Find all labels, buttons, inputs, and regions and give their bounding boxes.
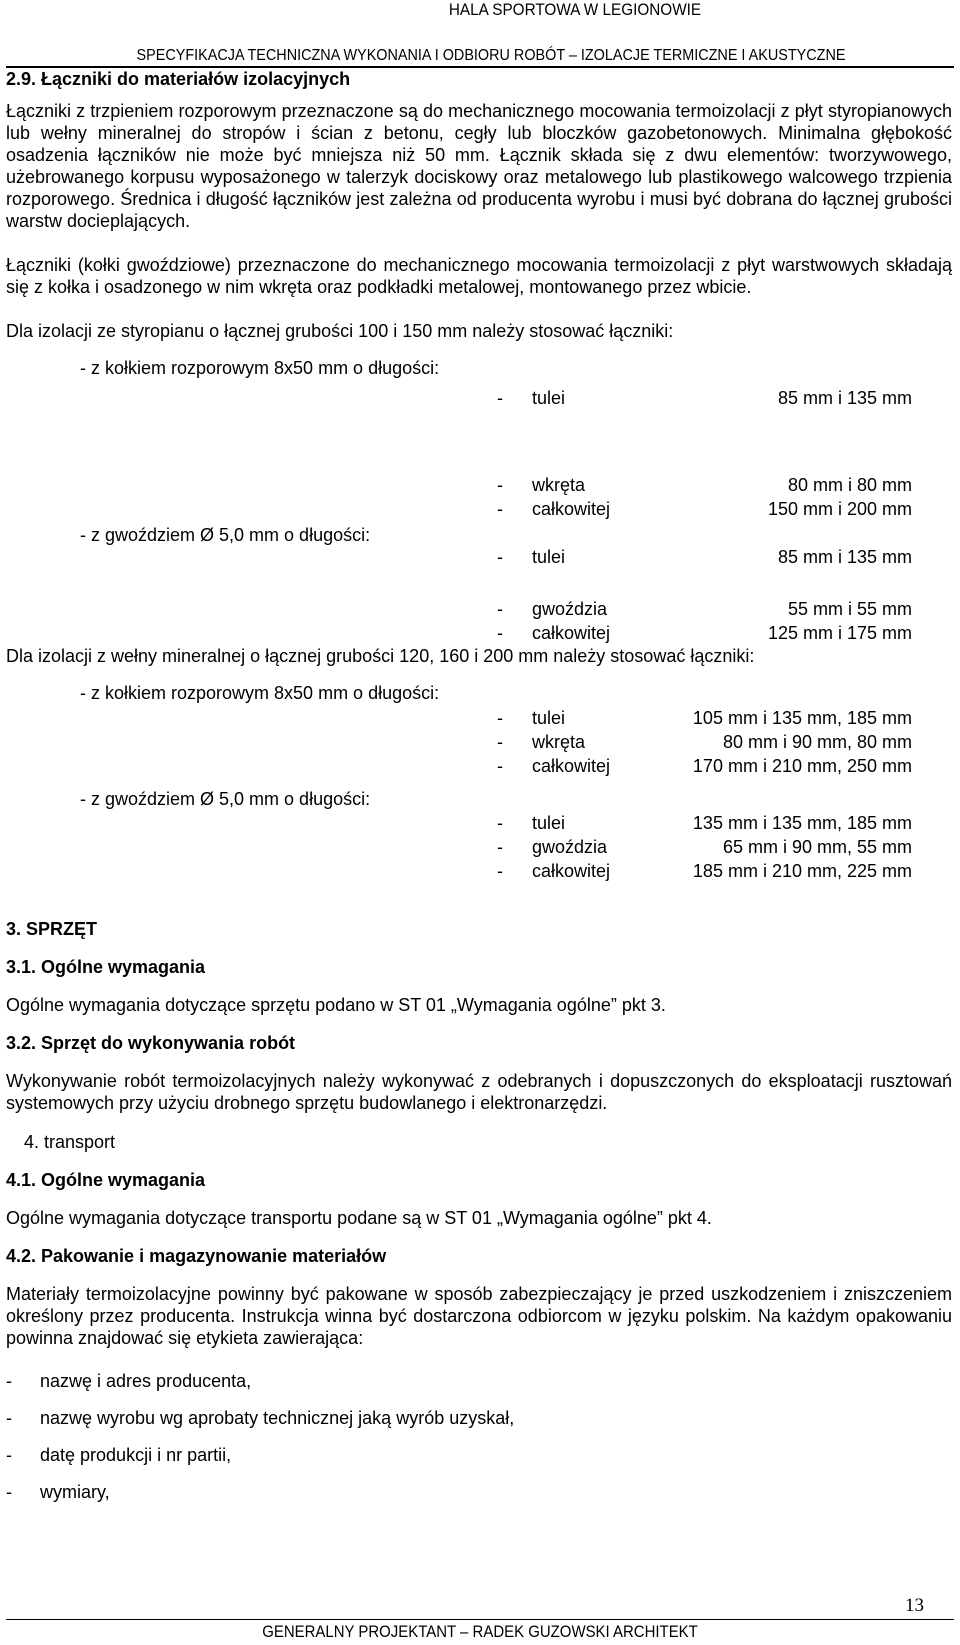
mineral-wool-intro: Dla izolacji z wełny mineralnej o łącznej grubości 120, 160 i 200 mm należy stosować łączniki: — [6, 646, 755, 666]
label-nail-dowel: - z gwoździem Ø 5,0 mm o długości: — [80, 789, 371, 809]
spec-dash: - — [497, 547, 503, 567]
spec-name: całkowitej — [532, 861, 611, 881]
spec-value: 80 mm i 80 mm — [787, 475, 912, 495]
page-number: 13 — [905, 1595, 924, 1616]
paragraph-4-2: Materiały termoizolacyjne powinny być pakowane w sposób zabezpieczający je przed uszkodzeniem i zniszczeniem określony przez producenta. Instrukcja winna być dostarczona odbiorcom w języku polskim. Na każdym opakowaniu powinna znajdować się etykieta zawierająca: — [6, 1284, 952, 1348]
spec-dash: - — [497, 623, 503, 643]
spec-name: całkowitej — [532, 499, 611, 519]
spec-dash: - — [497, 499, 503, 519]
list-dash: - — [6, 1482, 12, 1502]
spec-value: 185 mm i 210 mm, 225 mm — [692, 861, 912, 881]
list-dash: - — [6, 1408, 12, 1428]
spec-value: 105 mm i 135 mm, 185 mm — [692, 708, 912, 728]
subsection-heading-4-2: 4.2. Pakowanie i magazynowanie materiałów — [6, 1246, 387, 1266]
list-item-text: nazwę wyrobu wg aprobaty technicznej jaką wyrób uzyskał, — [40, 1408, 515, 1428]
styrofoam-intro: Dla izolacji ze styropianu o łącznej grubości 100 i 150 mm należy stosować łączniki: — [6, 321, 674, 341]
spec-value: 65 mm i 90 mm, 55 mm — [722, 837, 912, 857]
list-item-text: nazwę i adres producenta, — [40, 1371, 252, 1391]
section-heading-3: 3. SPRZĘT — [6, 919, 98, 939]
spec-value: 125 mm i 175 mm — [767, 623, 912, 643]
spec-name: tulei — [532, 547, 566, 567]
paragraph-4-1: Ogólne wymagania dotyczące transportu podane są w ST 01 „Wymagania ogólne” pkt 4. — [6, 1208, 712, 1228]
spec-dash: - — [497, 708, 503, 728]
spec-value: 85 mm i 135 mm — [777, 547, 912, 567]
running-header-title: HALA SPORTOWA W LEGIONOWIE — [448, 0, 702, 19]
paragraph-nail-anchors: Łączniki (kołki gwoździowe) przeznaczone do mechanicznego mocowania termoizolacji z płyt warstwowych składają się z kołka i osadzonego w nim wkręta oraz podkładki metalowej, montowanego przez wbicie. — [6, 255, 952, 297]
spec-name: wkręta — [532, 732, 586, 752]
label-nail-dowel: - z gwoździem Ø 5,0 mm o długości: — [80, 525, 371, 545]
spec-dash: - — [497, 475, 503, 495]
footer-rule — [6, 1619, 954, 1620]
spec-name: całkowitej — [532, 756, 611, 776]
spec-value: 135 mm i 135 mm, 185 mm — [692, 813, 912, 833]
section-heading-4: 4. transport — [24, 1132, 116, 1152]
subsection-heading-3-1: 3.1. Ogólne wymagania — [6, 957, 206, 977]
spec-name: tulei — [532, 388, 566, 408]
spec-name: gwoździa — [532, 599, 608, 619]
spec-name: tulei — [532, 813, 566, 833]
spec-name: tulei — [532, 708, 566, 728]
spec-value: 170 mm i 210 mm, 250 mm — [692, 756, 912, 776]
running-header-subtitle: SPECYFIKACJA TECHNICZNA WYKONANIA I ODBIORU ROBÓT – IZOLACJE TERMICZNE I AKUSTYCZNE — [136, 47, 846, 64]
section-heading-2-9: 2.9. Łączniki do materiałów izolacyjnych — [6, 69, 351, 89]
spec-value: 85 mm i 135 mm — [777, 388, 912, 408]
spec-value: 55 mm i 55 mm — [787, 599, 912, 619]
spec-value: 80 mm i 90 mm, 80 mm — [722, 732, 912, 752]
list-item-text: datę produkcji i nr partii, — [40, 1445, 232, 1465]
list-dash: - — [6, 1445, 12, 1465]
spec-name: wkręta — [532, 475, 586, 495]
spec-dash: - — [497, 388, 503, 408]
spec-dash: - — [497, 837, 503, 857]
spec-dash: - — [497, 813, 503, 833]
label-expansion-dowel: - z kołkiem rozporowym 8x50 mm o długości: — [80, 683, 440, 703]
label-expansion-dowel: - z kołkiem rozporowym 8x50 mm o długości: — [80, 358, 440, 378]
list-dash: - — [6, 1371, 12, 1391]
list-item-text: wymiary, — [40, 1482, 110, 1502]
paragraph-3-1: Ogólne wymagania dotyczące sprzętu podano w ST 01 „Wymagania ogólne” pkt 3. — [6, 995, 666, 1015]
subsection-heading-4-1: 4.1. Ogólne wymagania — [6, 1170, 206, 1190]
spec-name: całkowitej — [532, 623, 611, 643]
paragraph-3-2: Wykonywanie robót termoizolacyjnych należy wykonywać z odebranych i dopuszczonych do eksploatacji rusztowań systemowych przy użyciu drobnego sprzętu budowlanego i elektronarzędzi. — [6, 1071, 952, 1113]
spec-name: gwoździa — [532, 837, 608, 857]
spec-dash: - — [497, 599, 503, 619]
spec-dash: - — [497, 732, 503, 752]
spec-dash: - — [497, 861, 503, 881]
subsection-heading-3-2: 3.2. Sprzęt do wykonywania robót — [6, 1033, 296, 1053]
paragraph-connectors-description: Łączniki z trzpieniem rozporowym przeznaczone są do mechanicznego mocowania termoizolacji z płyt styropianowych lub wełny mineralnej do stropów i ścian z betonu, cegły lub bloczków gazobetonowych. Minimalna głębokość osadzenia łączników nie może być mniejsza niż 50 mm. Łącznik składa się z dwu elementów: tworzywowego, użebrowanego korpusu wyposażonego w talerzyk dociskowy oraz metalowego lub plastikowego walcowego trzpienia rozporowego. Średnica i długość łączników jest zależna od producenta wyrobu i musi być dobrana do łącznej grubości warstw docieplających. — [6, 101, 952, 231]
spec-dash: - — [497, 756, 503, 776]
running-footer: GENERALNY PROJEKTANT – RADEK GUZOWSKI ARCHITEKT — [262, 1622, 698, 1641]
spec-value: 150 mm i 200 mm — [767, 499, 912, 519]
